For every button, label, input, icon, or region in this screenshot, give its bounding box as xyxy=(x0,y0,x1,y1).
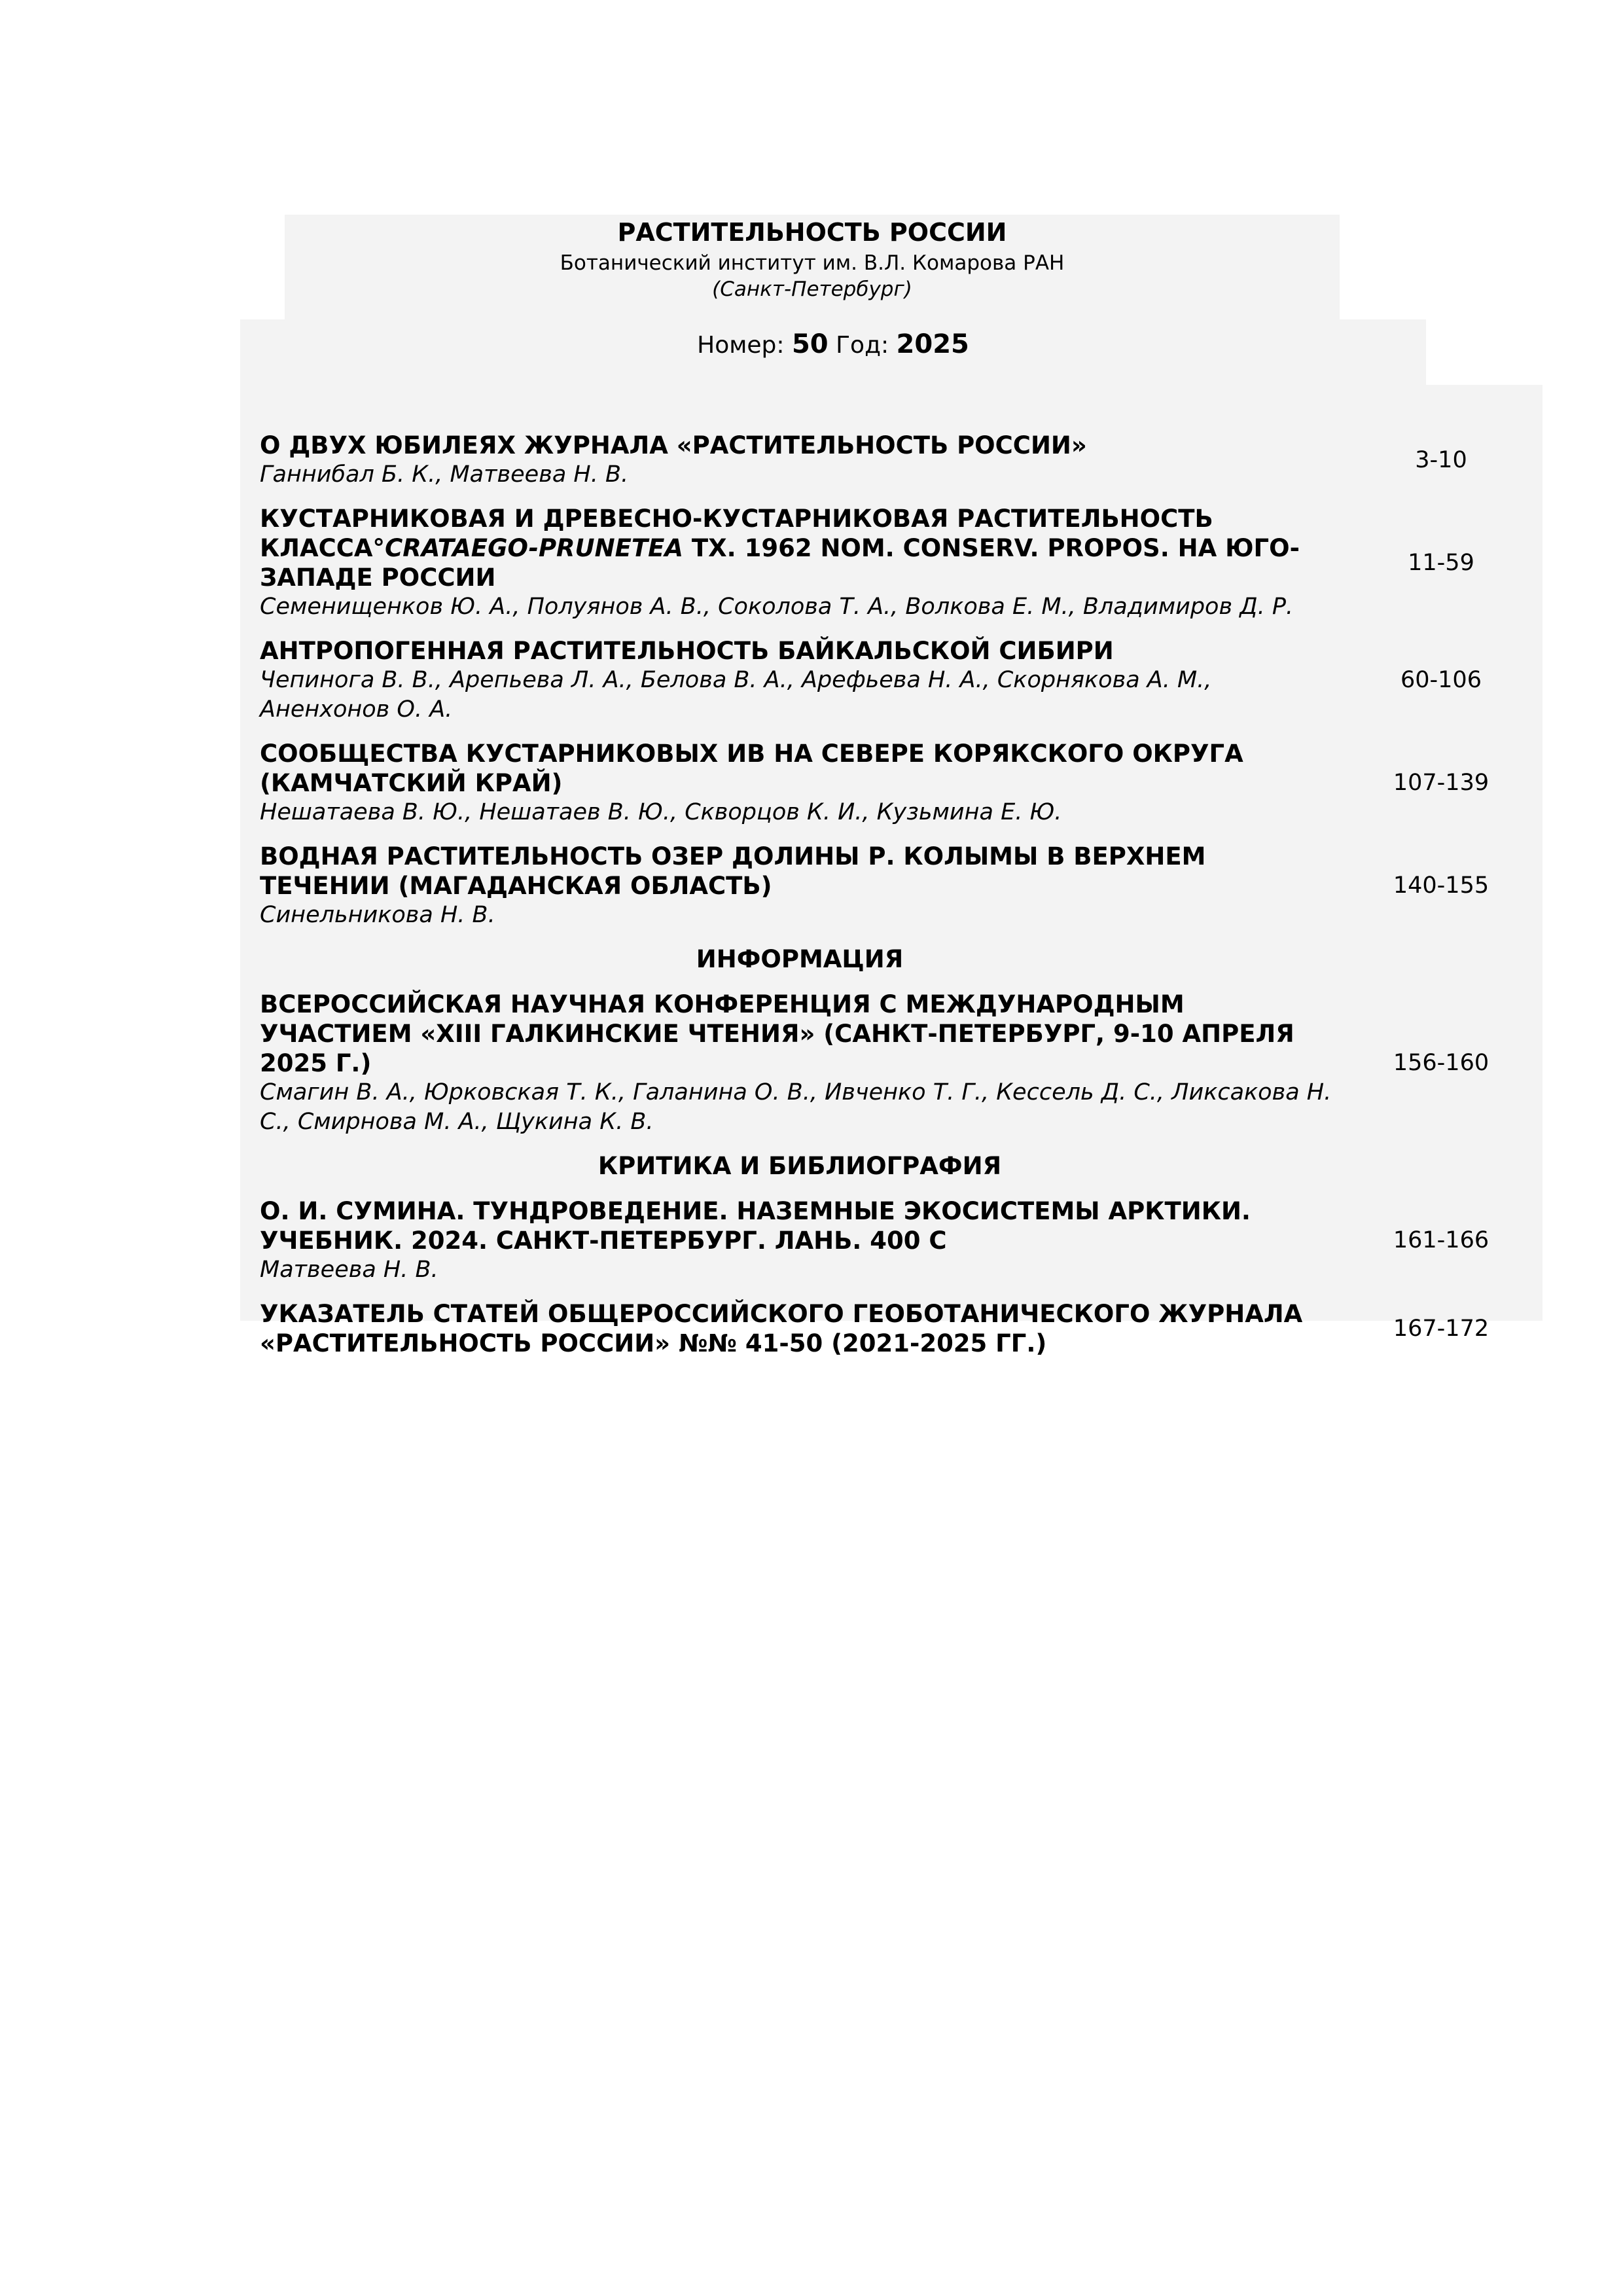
article-title[interactable]: СООБЩЕСТВА КУСТАРНИКОВЫХ ИВ НА СЕВЕРЕ КОРЯКСКОГО ОКРУГА (КАМЧАТСКИЙ КРАЙ) xyxy=(260,740,1243,797)
city: (Санкт-Петербург) xyxy=(712,278,912,301)
institute-name: Ботанический институт им. В.Л. Комарова РАН xyxy=(560,251,1065,275)
article-pages: 156-160 xyxy=(1393,1050,1489,1076)
article-pages: 60-106 xyxy=(1400,667,1482,693)
article-authors: Нешатаева В. Ю., Нешатаев В. Ю., Скворцов К. И., Кузьмина Е. Ю. xyxy=(260,799,1062,825)
toc-entry xyxy=(260,739,1523,827)
toc-entry xyxy=(260,636,1523,725)
issue-label: Номер: xyxy=(697,332,785,359)
article-pages: 3-10 xyxy=(1415,446,1467,473)
article-authors: Чепинога В. В., Арепьева Л. А., Белова В. А., Арефьева Н. А., Скорнякова А. М., Аненхонов О. А. xyxy=(260,667,1212,723)
article-title[interactable]: АНТРОПОГЕННАЯ РАСТИТЕЛЬНОСТЬ БАЙКАЛЬСКОЙ СИБИРИ xyxy=(260,637,1114,665)
article-pages: 167-172 xyxy=(1393,1315,1489,1342)
article-title[interactable] xyxy=(260,504,1340,592)
article-title[interactable]: УКАЗАТЕЛЬ СТАТЕЙ ОБЩЕРОССИЙСКОГО ГЕОБОТАНИЧЕСКОГО ЖУРНАЛА «РАСТИТЕЛЬНОСТЬ РОССИИ» №№ 41-50 (2021-2025 ГГ.) xyxy=(260,1300,1303,1357)
year-label: Год: xyxy=(836,332,889,359)
issue-line xyxy=(240,327,1426,363)
article-title-taxon: CRATAEGO-PRUNETEA xyxy=(385,534,683,562)
article-authors: Синельникова Н. В. xyxy=(260,902,495,928)
toc-entry xyxy=(260,842,1523,930)
article-authors: Семенищенков Ю. А., Полуянов А. В., Соколова Т. А., Волкова Е. М., Владимиров Д. Р. xyxy=(260,594,1294,620)
article-pages: 161-166 xyxy=(1393,1227,1489,1253)
article-authors: Ганнибал Б. К., Матвеева Н. В. xyxy=(260,461,629,488)
table-of-contents xyxy=(260,431,1523,1372)
article-title[interactable]: ВСЕРОССИЙСКАЯ НАУЧНАЯ КОНФЕРЕНЦИЯ С МЕЖДУНАРОДНЫМ УЧАСТИЕМ «XIII ГАЛКИНСКИЕ ЧТЕНИЯ» (САНКТ-ПЕТЕРБУРГ, 9-10 АПРЕЛЯ 2025 Г.) xyxy=(260,990,1294,1077)
article-title-part: TX. 1962 NOM. CONSERV. PROPOS. НА ЮГО-ЗАПАДЕ РОССИИ xyxy=(260,534,1300,592)
toc-entry xyxy=(260,431,1523,490)
section-heading-info: ИНФОРМАЦИЯ xyxy=(696,945,904,973)
year: 2025 xyxy=(896,329,969,359)
article-title[interactable]: О ДВУХ ЮБИЛЕЯХ ЖУРНАЛА «РАСТИТЕЛЬНОСТЬ РОССИИ» xyxy=(260,431,1087,459)
issue-number: 50 xyxy=(791,329,829,359)
article-pages: 140-155 xyxy=(1393,872,1489,899)
article-title-part: КУСТАРНИКОВАЯ И ДРЕВЕСНО-КУСТАРНИКОВАЯ РАСТИТЕЛЬНОСТЬ КЛАССА° xyxy=(260,505,1213,562)
section-heading-critique: КРИТИКА И БИБЛИОГРАФИЯ xyxy=(597,1152,1002,1180)
toc-entry xyxy=(260,1299,1523,1358)
article-title[interactable]: О. И. СУМИНА. ТУНДРОВЕДЕНИЕ. НАЗЕМНЫЕ ЭКОСИСТЕМЫ АРКТИКИ. УЧЕБНИК. 2024. САНКТ-ПЕТЕРБУРГ. ЛАНЬ. 400 С xyxy=(260,1197,1251,1255)
article-title[interactable]: ВОДНАЯ РАСТИТЕЛЬНОСТЬ ОЗЕР ДОЛИНЫ Р. КОЛЫМЫ В ВЕРХНЕМ ТЕЧЕНИИ (МАГАДАНСКАЯ ОБЛАСТЬ) xyxy=(260,842,1206,900)
article-pages: 11-59 xyxy=(1408,549,1474,576)
article-pages: 107-139 xyxy=(1393,770,1489,796)
article-authors: Матвеева Н. В. xyxy=(260,1257,438,1283)
article-authors: Смагин В. А., Юрковская Т. К., Галанина О. В., Ивченко Т. Г., Кессель Д. С., Ликсакова Н. С., Смирнова М. А., Щукина К. В. xyxy=(260,1079,1332,1135)
journal-title: РАСТИТЕЛЬНОСТЬ РОССИИ xyxy=(617,218,1007,247)
toc-entry xyxy=(260,1196,1523,1285)
toc-entry xyxy=(260,504,1523,622)
toc-entry xyxy=(260,990,1523,1137)
